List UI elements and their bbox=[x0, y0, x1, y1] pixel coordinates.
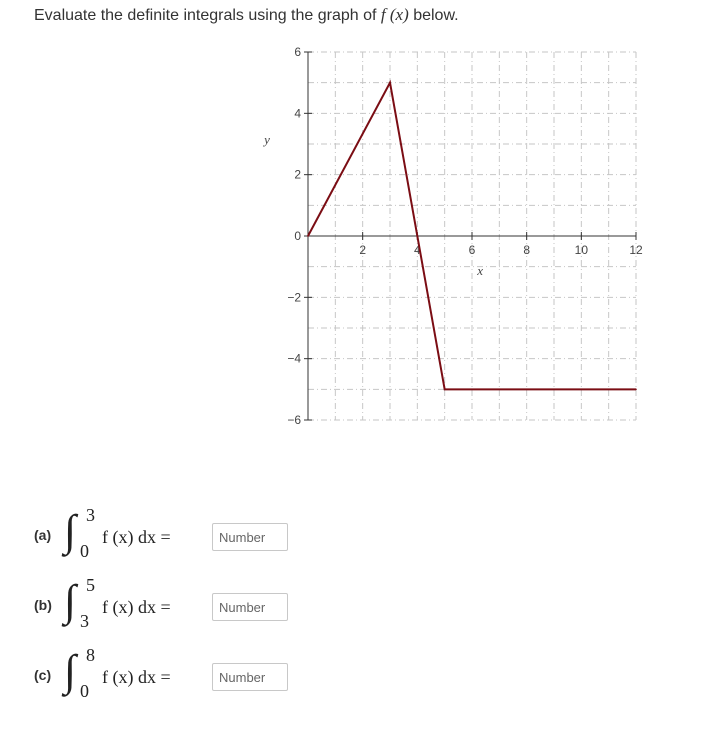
integral-sign: ∫ bbox=[64, 576, 77, 625]
series-point bbox=[635, 389, 637, 391]
y-axis-label: y bbox=[264, 132, 270, 147]
integrand: f (x) dx = bbox=[102, 597, 171, 617]
y-tick-label: 4 bbox=[294, 106, 301, 121]
question-c bbox=[34, 645, 314, 705]
series-point bbox=[389, 82, 391, 84]
question-label: (a) bbox=[34, 527, 52, 543]
x-tick-label: 8 bbox=[523, 243, 531, 257]
question-label: (b) bbox=[34, 597, 52, 613]
integral-sign: ∫ bbox=[64, 646, 77, 695]
x-tick-label: 12 bbox=[629, 243, 643, 257]
answer-input-b[interactable] bbox=[212, 593, 288, 621]
answer-input-c[interactable] bbox=[212, 663, 288, 691]
x-tick-label: 4 bbox=[413, 243, 421, 257]
integral-sign: ∫ bbox=[64, 506, 77, 555]
x-axis-label: x bbox=[477, 263, 484, 278]
x-tick-label: 6 bbox=[468, 243, 476, 257]
x-tick-label: 2 bbox=[359, 243, 367, 257]
question-b bbox=[34, 575, 314, 635]
y-tick-label: 0 bbox=[294, 229, 301, 243]
prompt-text-after: below. bbox=[408, 7, 459, 24]
y-tick-label: 2 bbox=[294, 167, 301, 182]
series-point bbox=[307, 235, 309, 237]
lower-limit: 0 bbox=[80, 541, 89, 561]
y-tick-label: −6 bbox=[287, 413, 301, 427]
x-tick-label: 10 bbox=[574, 243, 589, 257]
axes bbox=[304, 52, 636, 420]
upper-limit: 3 bbox=[86, 505, 95, 525]
answer-input-a[interactable] bbox=[212, 523, 288, 551]
prompt-text-before: Evaluate the definite integrals using the graph of bbox=[34, 7, 381, 24]
lower-limit: 3 bbox=[80, 611, 89, 631]
prompt-function: f (x) bbox=[380, 5, 409, 24]
integrand: f (x) dx = bbox=[102, 667, 171, 687]
integrand: f (x) dx = bbox=[102, 527, 171, 547]
y-tick-label: −2 bbox=[287, 290, 301, 305]
y-tick-label: −4 bbox=[287, 351, 301, 366]
y-tick-label: 6 bbox=[294, 45, 301, 59]
upper-limit: 5 bbox=[86, 575, 95, 595]
series-point bbox=[444, 389, 446, 391]
question-a bbox=[34, 505, 314, 565]
question-label: (c) bbox=[34, 667, 52, 683]
lower-limit: 0 bbox=[80, 681, 89, 701]
upper-limit: 8 bbox=[86, 645, 95, 665]
